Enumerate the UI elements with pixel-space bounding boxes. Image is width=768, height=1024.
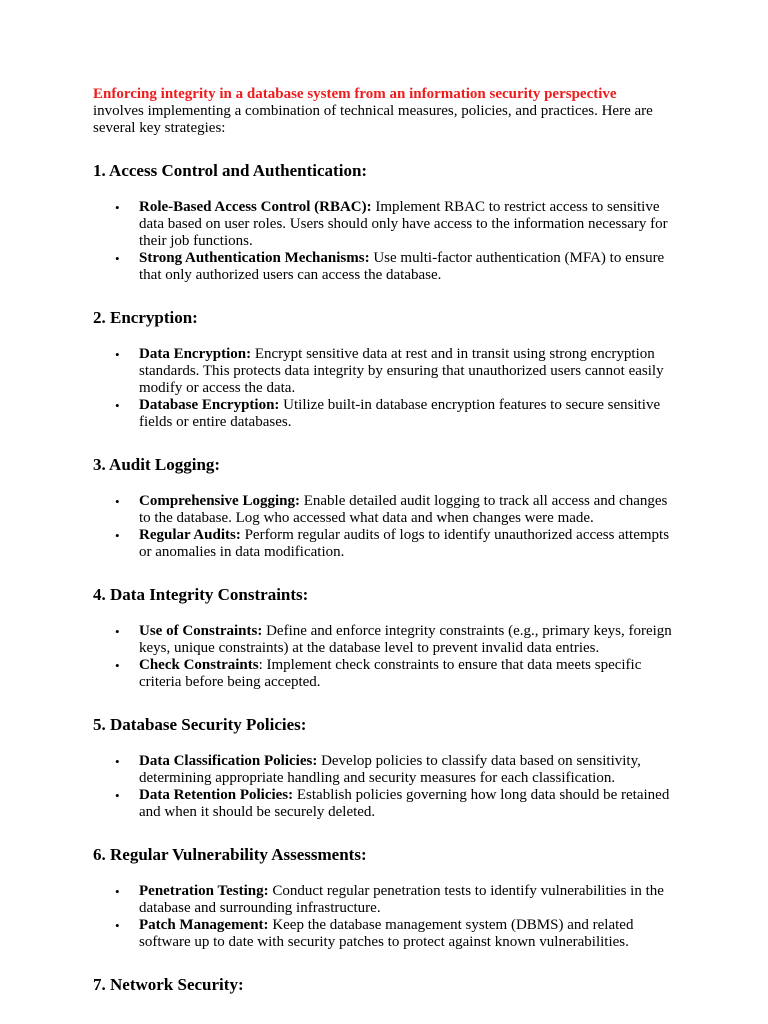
list-item-term: Penetration Testing: [139, 883, 269, 899]
list-item-text: Enable detailed audit logging to track all access and changes to the database. Log who accessed what data and when changes were made. [139, 493, 668, 526]
list-item-text: Develop policies to classify data based on sensitivity, determining appropriate handling and security measures for each classification. [139, 753, 641, 786]
bullet-icon: • [115, 528, 120, 543]
list-item-term: Comprehensive Logging: [139, 493, 300, 509]
bullet-icon: • [115, 200, 120, 215]
section-heading: 6. Regular Vulnerability Assessments: [93, 845, 367, 864]
list-item [93, 917, 678, 951]
list-item-term: Data Encryption: [139, 346, 252, 362]
list-item-text: Keep the database management system (DBMS) and related software up to date with security patches to protect against known vulnerabilities. [139, 917, 634, 950]
bullet-icon: • [115, 398, 120, 413]
section-heading: 2. Encryption: [93, 308, 198, 327]
bullet-icon: • [115, 658, 120, 673]
bullet-list [93, 883, 678, 951]
bullet-list [93, 199, 678, 284]
list-item [93, 527, 678, 561]
section-heading: 5. Database Security Policies: [93, 715, 307, 734]
bullet-icon: • [115, 347, 120, 362]
list-item [93, 250, 678, 284]
list-item-text: Implement RBAC to restrict access to sensitive data based on user roles. Users should only have access to the information necessary for their job functions. [139, 199, 668, 249]
list-item [93, 623, 678, 657]
list-item [93, 753, 678, 787]
list-item-text: Establish policies governing how long data should be retained and when it should be securely deleted. [139, 787, 670, 820]
list-item-term: Use of Constraints: [139, 623, 263, 639]
intro-text: involves implementing a combination of technical measures, policies, and practices. Here are several key strategies: [93, 103, 653, 136]
list-item-text: Use multi-factor authentication (MFA) to ensure that only authorized users can access the database. [139, 250, 665, 283]
bullet-icon: • [115, 624, 120, 639]
list-item [93, 787, 678, 821]
list-item [93, 346, 678, 397]
list-item-term: Data Classification Policies: [139, 753, 318, 769]
list-item-term: Data Retention Policies: [139, 787, 294, 803]
list-item-term: Regular Audits: [139, 527, 241, 543]
list-item-text: Utilize built-in database encryption features to secure sensitive fields or entire databases. [139, 397, 661, 430]
list-item-text: : Implement check constraints to ensure that data meets specific criteria before being accepted. [139, 657, 642, 690]
section-heading: 1. Access Control and Authentication: [93, 161, 368, 180]
section-heading: 3. Audit Logging: [93, 455, 221, 474]
list-item-term: Strong Authentication Mechanisms: [139, 250, 370, 266]
section-heading: 7. Network Security: [93, 975, 244, 994]
bullet-icon: • [115, 884, 120, 899]
bullet-list [93, 623, 678, 691]
list-item [93, 397, 678, 431]
list-item-text: Conduct regular penetration tests to identify vulnerabilities in the database and surrounding infrastructure. [139, 883, 664, 916]
list-item-term: Check Constraints [139, 657, 259, 673]
list-item-term: Database Encryption: [139, 397, 280, 413]
list-item-term: Patch Management: [139, 917, 269, 933]
list-item [93, 883, 678, 917]
bullet-list [93, 753, 678, 821]
bullet-icon: • [115, 494, 120, 509]
intro-paragraph [93, 86, 678, 137]
bullet-icon: • [115, 754, 120, 769]
document-body [93, 86, 678, 995]
intro-lead: Enforcing integrity in a database system from an information security perspective [93, 86, 617, 102]
list-item-text: Encrypt sensitive data at rest and in transit using strong encryption standards. This protects data integrity by ensuring that unauthorized users cannot easily modify or access the data. [139, 346, 664, 396]
bullet-list [93, 346, 678, 431]
list-item [93, 493, 678, 527]
list-item [93, 657, 678, 691]
bullet-icon: • [115, 788, 120, 803]
list-item [93, 199, 678, 250]
bullet-icon: • [115, 918, 120, 933]
bullet-list [93, 493, 678, 561]
list-item-text: Perform regular audits of logs to identify unauthorized access attempts or anomalies in data modification. [139, 527, 670, 560]
sections-container [93, 161, 678, 995]
bullet-icon: • [115, 251, 120, 266]
section-heading: 4. Data Integrity Constraints: [93, 585, 309, 604]
list-item-text: Define and enforce integrity constraints (e.g., primary keys, foreign keys, unique constraints) at the database level to prevent invalid data entries. [139, 623, 672, 656]
list-item-term: Role-Based Access Control (RBAC): [139, 199, 372, 215]
